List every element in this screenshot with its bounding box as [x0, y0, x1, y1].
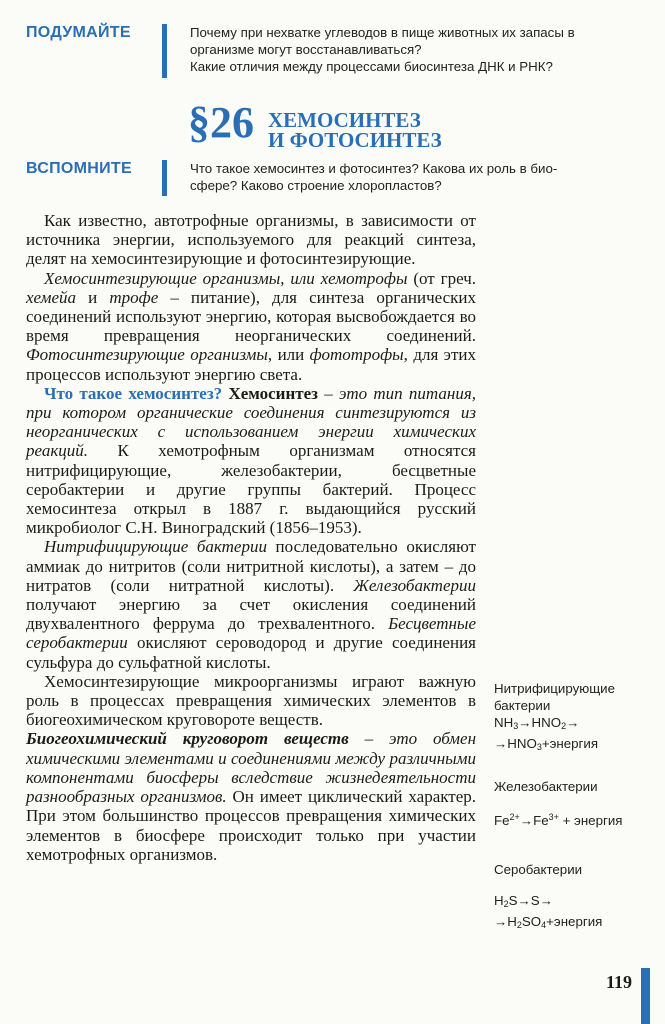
- text-span: – питание), для синтеза органических соединений используют энергию, которая высвобождается во время превращения неорганических соединений.: [26, 287, 476, 346]
- nitrifying-equation-1: [494, 714, 654, 735]
- recall-line-2: сфере? Каково строение хлоропластов?: [190, 178, 442, 193]
- think-line-3: Какие отличия между процессами биосинтеза ДНК и РНК?: [190, 59, 553, 74]
- text-span: К хемотрофным организмам относятся нитрифицирующие, железобактерии, бесцветные серобактерии и другие группы бактерий. Процесс хемосинтеза открыл в 1887 г. выдающийся русский микробиолог С.Н. Виноградский (1856–1953).: [26, 441, 476, 538]
- term-nitrifying: Нитрифицирующие бактерии: [44, 537, 267, 557]
- text-span: (от греч.: [407, 268, 476, 288]
- sulfur-title: Серобактерии: [494, 862, 583, 877]
- eq-sub: 2: [561, 721, 567, 731]
- eq-sub: 3: [536, 742, 542, 752]
- recall-line-1: Что такое хемосинтез и фотосинтез? Какова их роль в био-: [190, 161, 558, 176]
- eq-part: H: [494, 893, 504, 908]
- paragraph-3: [26, 384, 476, 538]
- eq-sub: 3: [513, 721, 519, 731]
- eq-part: +энергия: [541, 736, 599, 751]
- eq-sub: 2: [516, 920, 522, 930]
- eq-part: →HNO: [518, 715, 562, 730]
- term-iron-bacteria: Железобактерии: [353, 575, 476, 595]
- paragraph-5: Хемосинтезирующие микроорганизмы играют важную роль в процессах превращения химических элементов в биогеохимическом круговороте веществ.: [26, 671, 476, 730]
- sulfur-equation-2: [494, 913, 654, 934]
- page-edge-bar: [641, 968, 650, 1024]
- term-chemotrophs: Хемосинтезирующие организмы, или хемотрофы: [44, 268, 408, 288]
- paragraph-6: [26, 729, 476, 863]
- sulfur-equation-1: [494, 892, 654, 913]
- term-greek-2: трофе: [109, 287, 159, 307]
- think-line-2: организме могут восстанавливаться?: [190, 42, 422, 57]
- eq-part: →Fe: [519, 813, 549, 828]
- eq-part: + энергия: [558, 813, 623, 828]
- eq-part: →: [566, 715, 580, 730]
- definition-chemosynthesis: – это тип питания, при котором органические соединения синтезируются из неорганических с использованием энергии химических реакций.: [26, 383, 476, 461]
- nitrifying-title-1: Нитрифицирующие: [494, 681, 615, 696]
- main-text: [26, 211, 476, 864]
- eq-part: NH: [494, 715, 514, 730]
- section-title-line-1: ХЕМОСИНТЕЗ: [268, 108, 421, 132]
- text-span: последовательно окисляют аммиак до нитритов (соли нитритной кислоты), а затем – до нитратов (соли нитратной кислоты).: [26, 537, 476, 595]
- think-bar: [162, 24, 167, 78]
- text-span: окисляют сероводород и другие соединения сульфура до сульфатной кислоты.: [26, 633, 476, 672]
- eq-sup: 2+: [509, 812, 520, 822]
- think-questions: [190, 24, 645, 75]
- text-span: , для этих процессов используют энергию света.: [26, 345, 477, 384]
- paragraph-4: [26, 537, 476, 671]
- term-sulfur-bacteria: Бесцветные серобактерии: [26, 614, 476, 653]
- recall-questions: [190, 160, 645, 194]
- eq-part: →HNO: [494, 736, 537, 751]
- iron-equation: [494, 809, 654, 829]
- think-line-1: Почему при нехватке углеводов в пище животных их запасы в: [190, 25, 575, 40]
- eq-sub: 2: [503, 899, 509, 909]
- term-chemosynthesis: Хемосинтез: [222, 383, 318, 403]
- text-span: , или: [267, 345, 310, 365]
- section-title: [268, 110, 442, 150]
- eq-part: +энергия: [546, 914, 603, 929]
- eq-part: Fe: [494, 813, 510, 828]
- definition-cycle: – это обмен химическими элементами и соединениями между различными компонентами биосферы вследствие жизнедеятельности разнообразных организмов.: [26, 729, 477, 807]
- nitrifying-title-2: бактерии: [494, 698, 551, 713]
- think-label: ПОДУМАЙТЕ: [26, 24, 131, 41]
- eq-sub: 4: [541, 920, 547, 930]
- term-phototrophic-organisms: Фотосинтезирующие организмы: [26, 345, 268, 365]
- section-title-line-2: И ФОТОСИНТЕЗ: [268, 128, 442, 152]
- text-span: получают энергию за счет окисления соединений двухвалентного феррума до трехвалентного.: [26, 595, 476, 634]
- term-greek-1: хемейа: [26, 287, 77, 307]
- paragraph-1: Как известно, автотрофные организмы, в зависимости от источника энергии, используемого для реакций синтеза, делят на хемосинтезирующие и фотосинтезирующие.: [26, 211, 476, 269]
- recall-label: ВСПОМНИТЕ: [26, 160, 132, 177]
- eq-part: SO: [521, 914, 542, 929]
- term-biogeochemical-cycle: Биогеохимический круговорот веществ: [26, 729, 349, 749]
- sidebar-iron: [494, 778, 654, 829]
- page-number: 119: [606, 972, 633, 992]
- eq-part: →H: [494, 914, 517, 929]
- iron-title: Железобактерии: [494, 779, 598, 794]
- question-heading: Что такое хемосинтез?: [44, 383, 223, 403]
- text-span: и: [76, 287, 110, 307]
- paragraph-2: [26, 269, 476, 384]
- section-number: §26: [188, 98, 254, 147]
- recall-bar: [162, 160, 167, 196]
- sidebar-nitrifying: [494, 680, 654, 756]
- eq-sup: 3+: [548, 812, 559, 822]
- term-phototrophs: фототрофы: [309, 345, 404, 365]
- text-span: Он имеет циклический характер. При этом большинство процессов превращения химических элементов в биосфере происходит только при участии хемотрофных организмов.: [26, 787, 476, 864]
- eq-part: S→S→: [508, 893, 553, 908]
- sidebar-sulfur: [494, 861, 654, 934]
- nitrifying-equation-2: [494, 735, 654, 756]
